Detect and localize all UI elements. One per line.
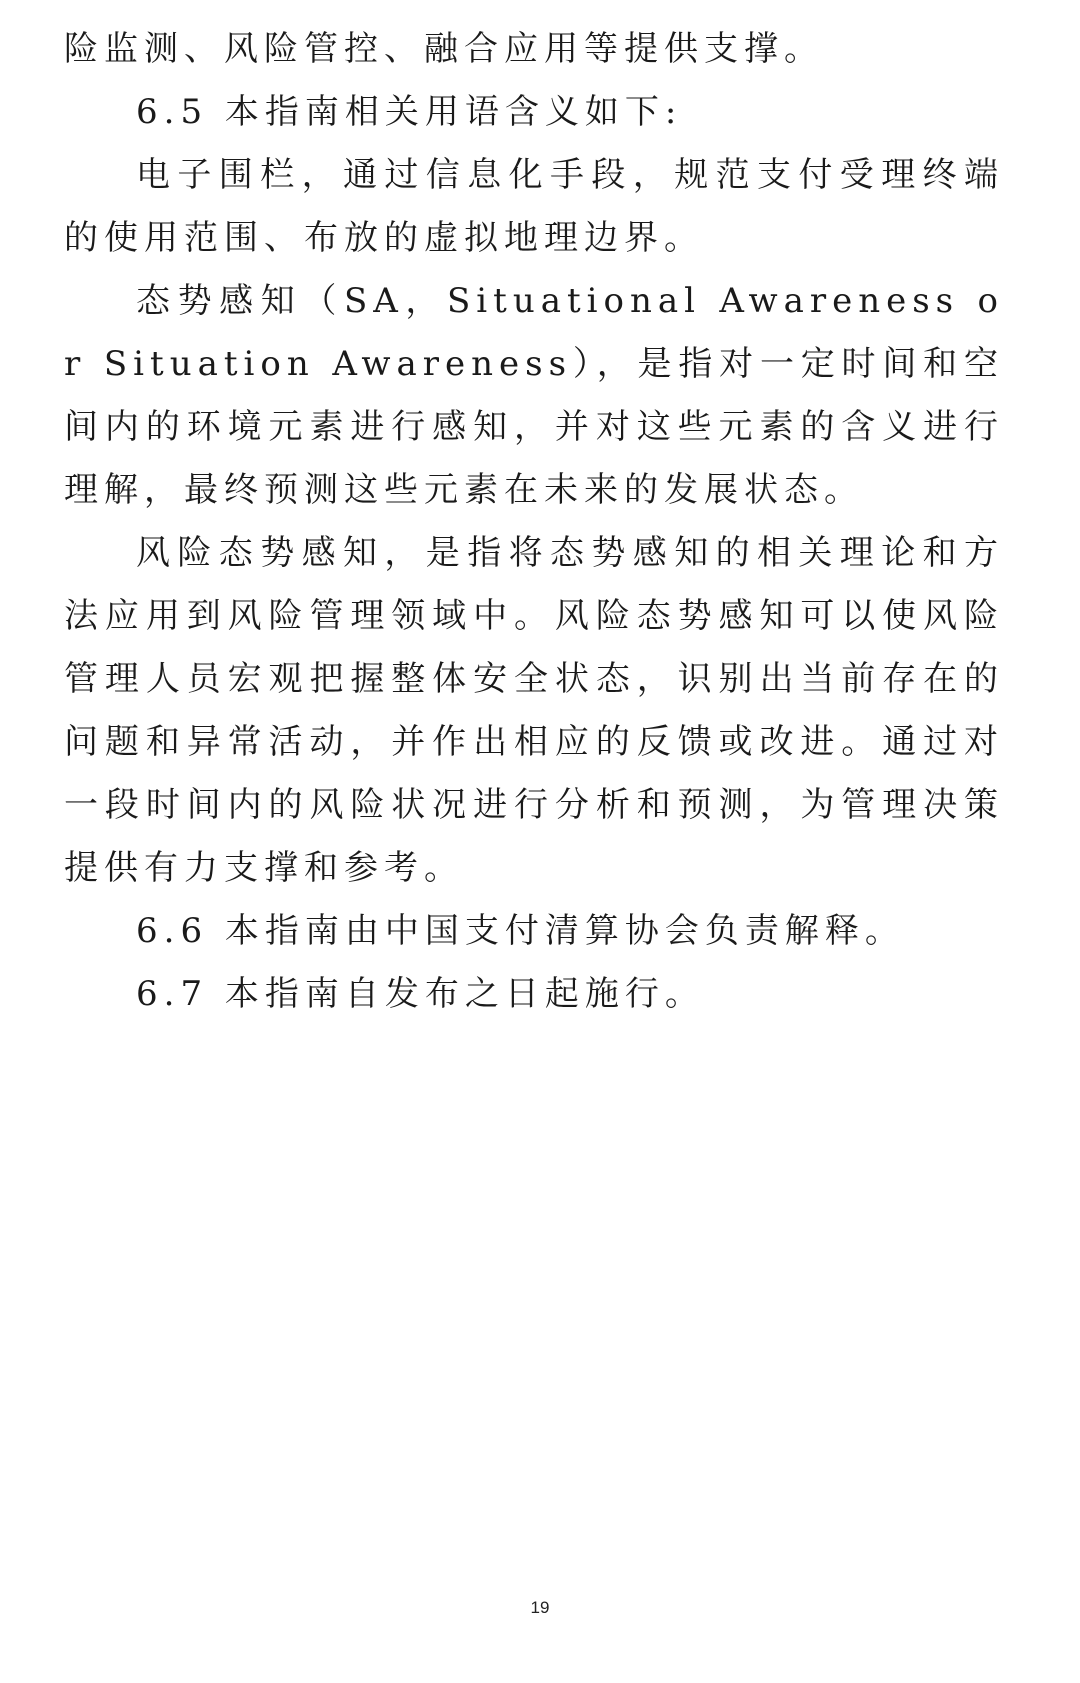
paragraph-electronic-fence: 电子围栏，通过信息化手段，规范支付受理终端的使用范围、布放的虚拟地理边界。 [64,155,1004,258]
document-page [64,18,1004,1026]
paragraph-situational-awareness: 态势感知（SA，Situational Awareness or Situation Awareness），是指对一定时间和空间内的环境元素进行感知，并对这些元素的含义进行理解，最终预测这些元素在未来的发展状态。 [64,281,1004,510]
page-number: 19 [530,1598,550,1617]
paragraph-6-7: 6.7 本指南自发布之日起施行。 [136,974,705,1014]
paragraph-risk-situational-awareness: 风险态势感知，是指将态势感知的相关理论和方法应用到风险管理领域中。风险态势感知可以使风险管理人员宏观把握整体安全状态，识别出当前存在的问题和异常活动，并作出相应的反馈或改进。通过对一段时间内的风险状况进行分析和预测，为管理决策提供有力支撑和参考。 [64,533,1004,888]
paragraph-6-5-heading: 6.5 本指南相关用语含义如下: [136,92,683,132]
paragraph-6-6: 6.6 本指南由中国支付清算协会负责解释。 [136,911,905,951]
paragraph-continuation: 险监测、风险管控、融合应用等提供支撑。 [64,29,824,69]
